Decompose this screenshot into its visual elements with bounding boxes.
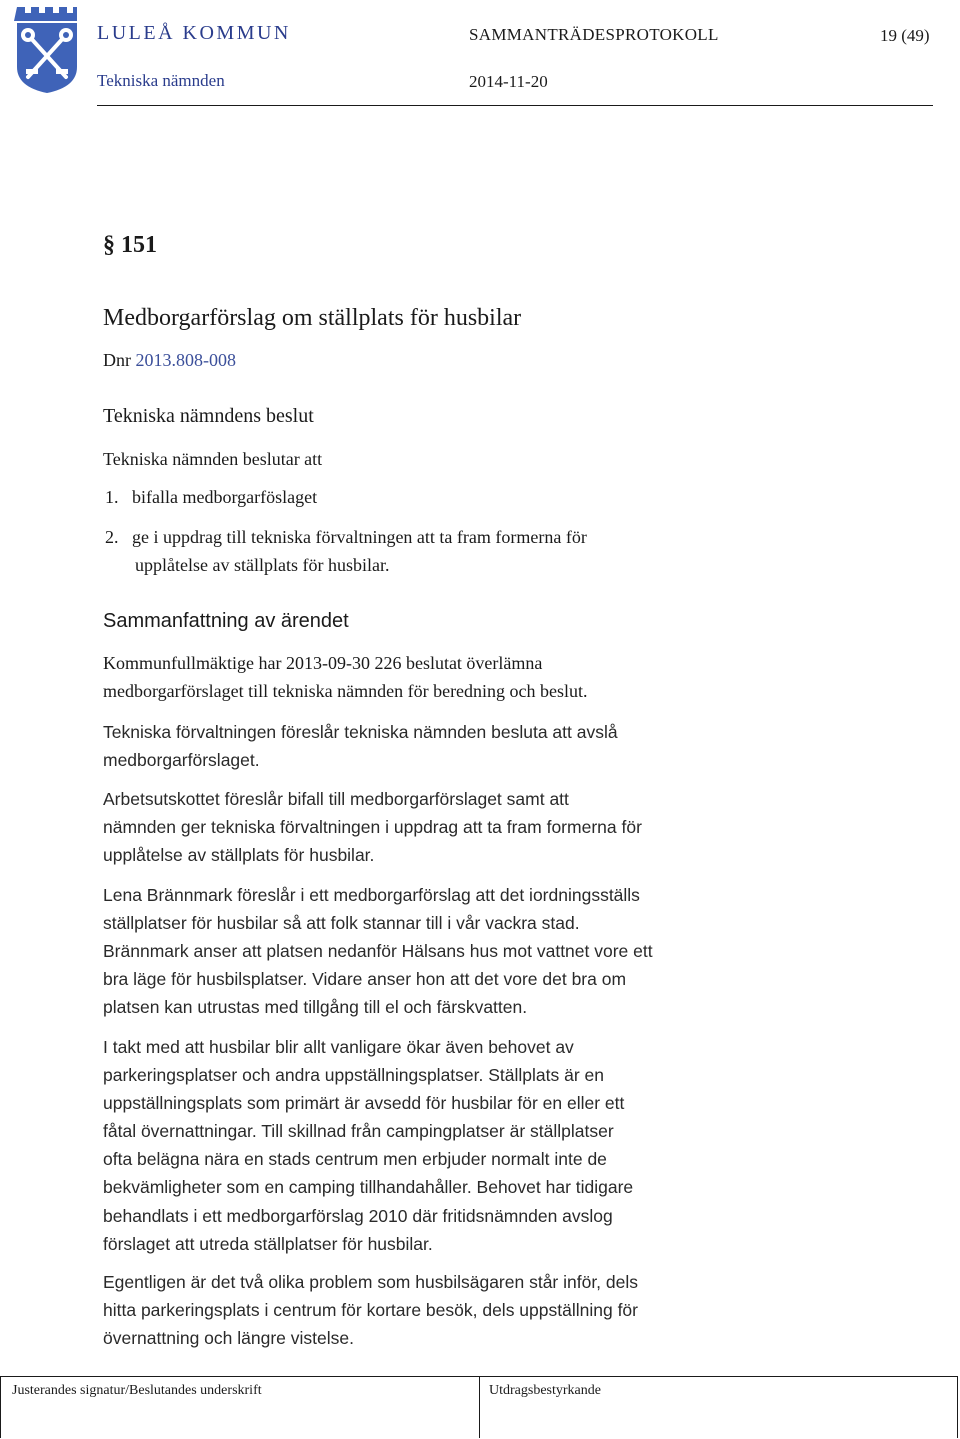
decision-intro: Tekniska nämnden beslutar att <box>103 449 323 469</box>
extract-certification-label: Utdragsbestyrkande <box>489 1383 601 1398</box>
dnr-number: 2013.808-008 <box>135 350 236 370</box>
committee-name: Tekniska nämnden <box>97 71 225 90</box>
summary-paragraph: Kommunfullmäktige har 2013-09-30 226 beslutat överlämna medborgarförslaget till tekniska nämnden för beredning och beslut. <box>103 653 588 702</box>
page-title: Medborgarförslag om ställplats för husbilar <box>103 305 522 331</box>
page-number: 19 (49) <box>880 26 930 45</box>
crossed-keys-coat-of-arms-icon <box>14 3 80 95</box>
organization-name: LULEÅ KOMMUN <box>97 22 291 44</box>
summary-heading: Sammanfattning av ärendet <box>103 610 349 632</box>
decision-item-text: ge i uppdrag till tekniska förvaltningen att ta fram formerna för <box>132 527 587 547</box>
meeting-date: 2014-11-20 <box>469 72 548 91</box>
decision-item-number: 1. <box>105 487 119 507</box>
summary-paragraph: Arbetsutskottet föreslår bifall till medborgarförslaget samt att nämnden ger tekniska förvaltningen i uppdrag att ta fram formerna för upplåtelse av ställplats för husbilar. <box>103 789 642 866</box>
registration-number <box>103 350 236 371</box>
summary-paragraph: Lena Brännmark föreslår i ett medborgarförslag att det iordningsställs ställplatser för husbilar så att folk stannar till i vår vackra stad. Brännmark anser att platsen nedanför Hälsans hus mot vattnet vore ett bra läge för husbilsplatser. Vidare anser hon att det vore det bra om platsen kan utrustas med tillgång till el och färskvatten. <box>103 885 653 1018</box>
footer-cell-border <box>479 1376 480 1438</box>
dnr-label: Dnr <box>103 350 131 370</box>
signature-label: Justerandes signatur/Beslutandes underskrift <box>12 1383 262 1398</box>
decision-item-text: bifalla medborgarföslaget <box>132 487 318 507</box>
summary-paragraph: Egentligen är det två olika problem som husbilsägaren står inför, dels hitta parkeringsplats i centrum för kortare besök, dels uppställning för övernattning och längre vistelse. <box>103 1272 639 1349</box>
decision-heading: Tekniska nämndens beslut <box>103 405 314 427</box>
decision-item-number: 2. <box>105 527 119 547</box>
header-divider <box>97 105 933 106</box>
section-number: § 151 <box>103 232 157 258</box>
footer-cell-border <box>0 1376 1 1438</box>
footer-cell-border <box>957 1376 958 1438</box>
document-title: SAMMANTRÄDESPROTOKOLL <box>469 25 719 44</box>
summary-paragraph: Tekniska förvaltningen föreslår tekniska nämnden besluta att avslå medborgarförslaget. <box>103 722 618 771</box>
summary-paragraph: I takt med att husbilar blir allt vanligare ökar även behovet av parkeringsplatser och andra uppställningsplatser. Ställplats är en uppställningsplats som primärt är avsedd för husbilar för en eller ett fåtal övernattningar. Till skillnad från campingplatser är ställplatser ofta belägna nära en stads centrum men erbjuder normalt inte de bekvämligheter som en camping tillhandahåller. Behovet har tidigare behandlats i ett medborgarförslag 2010 där fritidsnämnden avslog förslaget att utreda ställplatser för husbilar. <box>103 1037 634 1254</box>
decision-item-text-continued: upplåtelse av ställplats för husbilar. <box>135 555 390 575</box>
